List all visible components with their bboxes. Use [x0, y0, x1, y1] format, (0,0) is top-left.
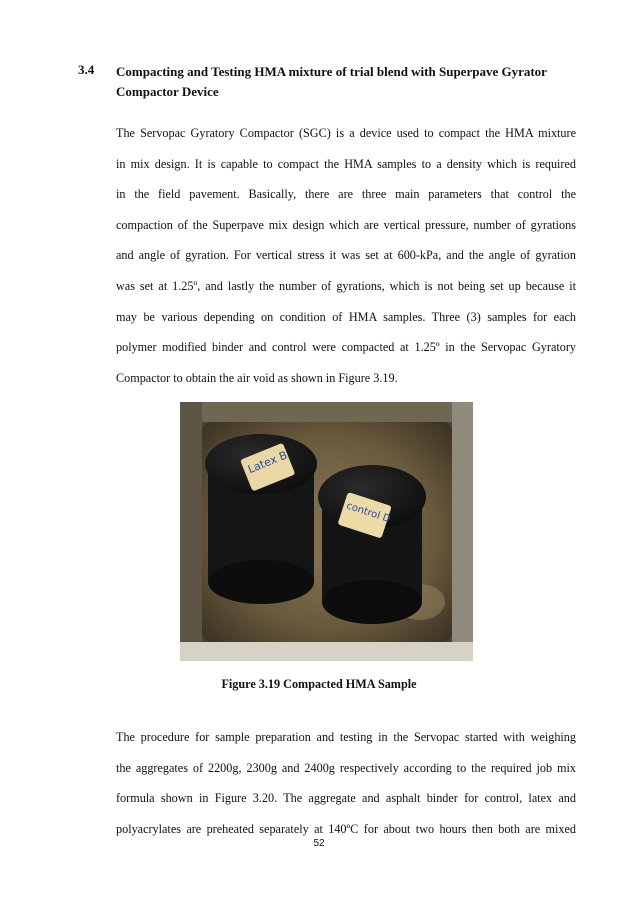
- tray-rim-bottom: [180, 642, 473, 661]
- paragraph-servopac-description: [116, 118, 576, 393]
- paragraph-line: and angle of gyration. For vertical stress it was set at 600-kPa, and the angle of gyration: [116, 248, 576, 263]
- tray-rim-top: [180, 402, 473, 422]
- section-title: [116, 62, 576, 102]
- paragraph-line: Compactor to obtain the air void as shown in Figure 3.19.: [116, 370, 398, 385]
- page-number: 52: [313, 838, 325, 849]
- section-number: 3.4: [78, 62, 95, 77]
- paragraph-line: formula shown in Figure 3.20. The aggregate and asphalt binder for control, latex and: [116, 791, 576, 806]
- paragraph-line: The Servopac Gyratory Compactor (SGC) is a device used to compact the HMA mixture: [116, 126, 576, 140]
- latex-sample: [205, 434, 317, 604]
- paragraph-line: was set at 1.25º, and lastly the number of gyrations, which is not being set up because it: [116, 278, 576, 293]
- control-label-text: control D: [344, 500, 392, 526]
- paragraph-line: compaction of the Superpave mix design which are vertical pressure, number of gyrations: [116, 217, 576, 232]
- tray-rim-left: [180, 402, 202, 661]
- paragraph-line: in mix design. It is capable to compact the HMA samples to a density which is required: [116, 156, 576, 171]
- paragraph-line: polyacrylates are preheated separately at 140ºC for about two hours then both are mixed: [116, 821, 576, 836]
- tray-rim-right: [452, 402, 473, 661]
- paragraph-line: the aggregates of 2200g, 2300g and 2400g respectively according to the required job mix: [116, 760, 576, 775]
- figure-caption: Figure 3.19 Compacted HMA Sample: [221, 677, 417, 691]
- paragraph-line: may be various depending on condition of HMA samples. Three (3) samples for each: [116, 309, 576, 324]
- section-title-line-1: Compacting and Testing HMA mixture of trial blend with Superpave Gyrator: [116, 64, 547, 79]
- compacted-hma-photo: [180, 402, 473, 661]
- figure-compacted-hma-photo: [180, 402, 473, 661]
- paragraph-line: in the field pavement. Basically, there are three main parameters that control the: [116, 187, 576, 202]
- latex-label-text: Latex B: [245, 448, 290, 477]
- paragraph-line: The procedure for sample preparation and testing in the Servopac started with weighing: [116, 730, 576, 744]
- section-title-line-2: Compactor Device: [116, 84, 219, 99]
- paragraph-line: polymer modified binder and control were compacted at 1.25º in the Servopac Gyratory: [116, 340, 576, 355]
- latex-sample-base: [208, 560, 314, 604]
- paragraph-sample-preparation: [116, 722, 576, 844]
- control-sample: [318, 465, 426, 624]
- control-sample-base: [322, 580, 422, 624]
